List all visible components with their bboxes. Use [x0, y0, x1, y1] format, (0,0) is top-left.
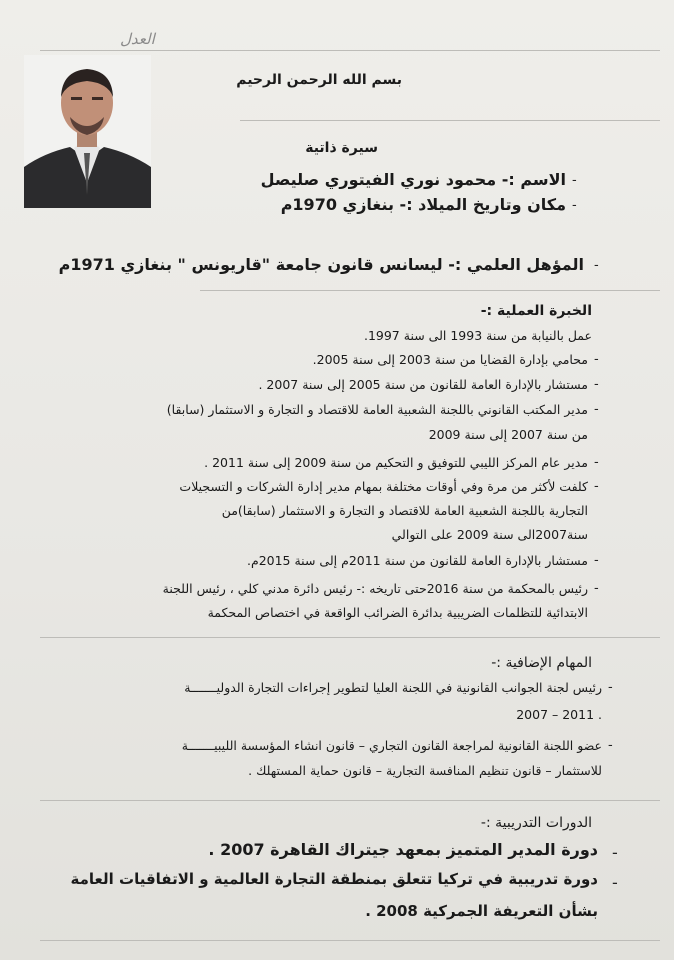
bullet-dash: - [594, 455, 599, 470]
bullet-dash: - [612, 843, 618, 862]
experience-item: مدير عام المركز الليبي للتوفيق و التحكيم من سنة 2009 إلى سنة 2011 . [204, 455, 588, 470]
bullet-dash: - [594, 479, 599, 494]
experience-item-continued: من سنة 2007 إلى سنة 2009 [428, 427, 588, 442]
name-line: الاسم :- محمود نوري الفيتوري صليصل [260, 170, 566, 189]
bullet-dash: - [594, 581, 599, 596]
bullet-dash: - [612, 873, 618, 892]
bullet-dash: - [572, 173, 577, 188]
experience-item: مدير المكتب القانوني باللجنة الشعبية العامة للاقتصاد و التجارة و الاستثمار (سابقا) [166, 402, 588, 417]
bullet-dash: - [608, 680, 613, 695]
experience-item-continued: سنة2007الى سنة 2009 على التوالي [391, 527, 588, 542]
bullet-dash: - [594, 402, 599, 417]
courses-heading: الدورات التدريبية :- [480, 815, 592, 831]
ruled-line [240, 120, 660, 121]
qualification-line: المؤهل العلمي :- ليسانس قانون جامعة "قاريونس " بنغازي 1971م [58, 255, 584, 274]
basmala: بسم الله الرحمن الرحيم [236, 72, 402, 88]
document-title: سيرة ذاتية [305, 140, 378, 156]
experience-item-continued: التجارية باللجنة الشعبية العامة للاقتصاد و التجارة و الاستثمار (سابقا)من [221, 503, 588, 518]
ruled-line [40, 50, 660, 51]
experience-item: مستشار بالإدارة العامة للقانون من سنة 2005 إلى سنة 2007 . [258, 377, 588, 392]
experience-heading: الخبرة العملية :- [480, 303, 592, 319]
ruled-line [40, 637, 660, 638]
experience-item: محامي بإدارة القضايا من سنة 2003 إلى سنة 2005. [312, 352, 588, 367]
profile-photo [24, 55, 151, 208]
handwritten-note: العدل [120, 30, 155, 48]
ruled-line [40, 800, 660, 801]
course-item: دورة تدريبية في تركيا تتعلق بمنطقة التجارة العالمية و الاتفاقيات العامة [70, 870, 598, 888]
extra-task-item-continued: 2007 – 2011 . [516, 707, 602, 722]
experience-item: عمل بالنيابة من سنة 1993 الى سنة 1997. [363, 328, 592, 343]
bullet-dash: - [594, 553, 599, 568]
extra-task-item: عضو اللجنة القانونية لمراجعة القانون التجاري – قانون انشاء المؤسسة الليبيـــــــة [181, 738, 602, 753]
experience-item: رئيس بالمحكمة من سنة 2016حتى تاريخه :- رئيس دائرة مدني كلي ، رئيس اللجنة [162, 581, 588, 596]
course-item-continued: بشأن التعريفة الجمركية 2008 . [365, 902, 598, 920]
birth-line: مكان وتاريخ الميلاد :- بنغازي 1970م [280, 195, 566, 214]
experience-item: مستشار بالإدارة العامة للقانون من سنة 2011م إلى سنة 2015م. [246, 553, 588, 568]
ruled-line [40, 940, 660, 941]
bullet-dash: - [594, 258, 599, 273]
portrait-image [24, 55, 151, 208]
bullet-dash: - [594, 377, 599, 392]
extra-task-item-continued: للاستثمار – قانون تنظيم المنافسة التجارية – قانون حماية المستهلك . [248, 763, 602, 778]
extra-tasks-heading: المهام الإضافية :- [491, 655, 592, 671]
experience-item-continued: الابتدائية للتظلمات الضريبية بدائرة الضرائب الواقعة في اختصاص المحكمة [207, 605, 588, 620]
extra-task-item: رئيس لجنة الجوانب القانونية في اللجنة العليا لتطوير إجراءات التجارة الدوليـــــــة [184, 680, 602, 695]
bullet-dash: - [608, 738, 613, 753]
bullet-dash: - [572, 198, 577, 213]
ruled-line [200, 290, 660, 291]
experience-item: كلفت لأكثر من مرة وفي أوقات مختلفة بمهام مدير إدارة الشركات و التسجيلات [179, 479, 588, 494]
bullet-dash: - [594, 352, 599, 367]
course-item: دورة المدير المتميز بمعهد جيتراك القاهرة 2007 . [208, 840, 598, 859]
